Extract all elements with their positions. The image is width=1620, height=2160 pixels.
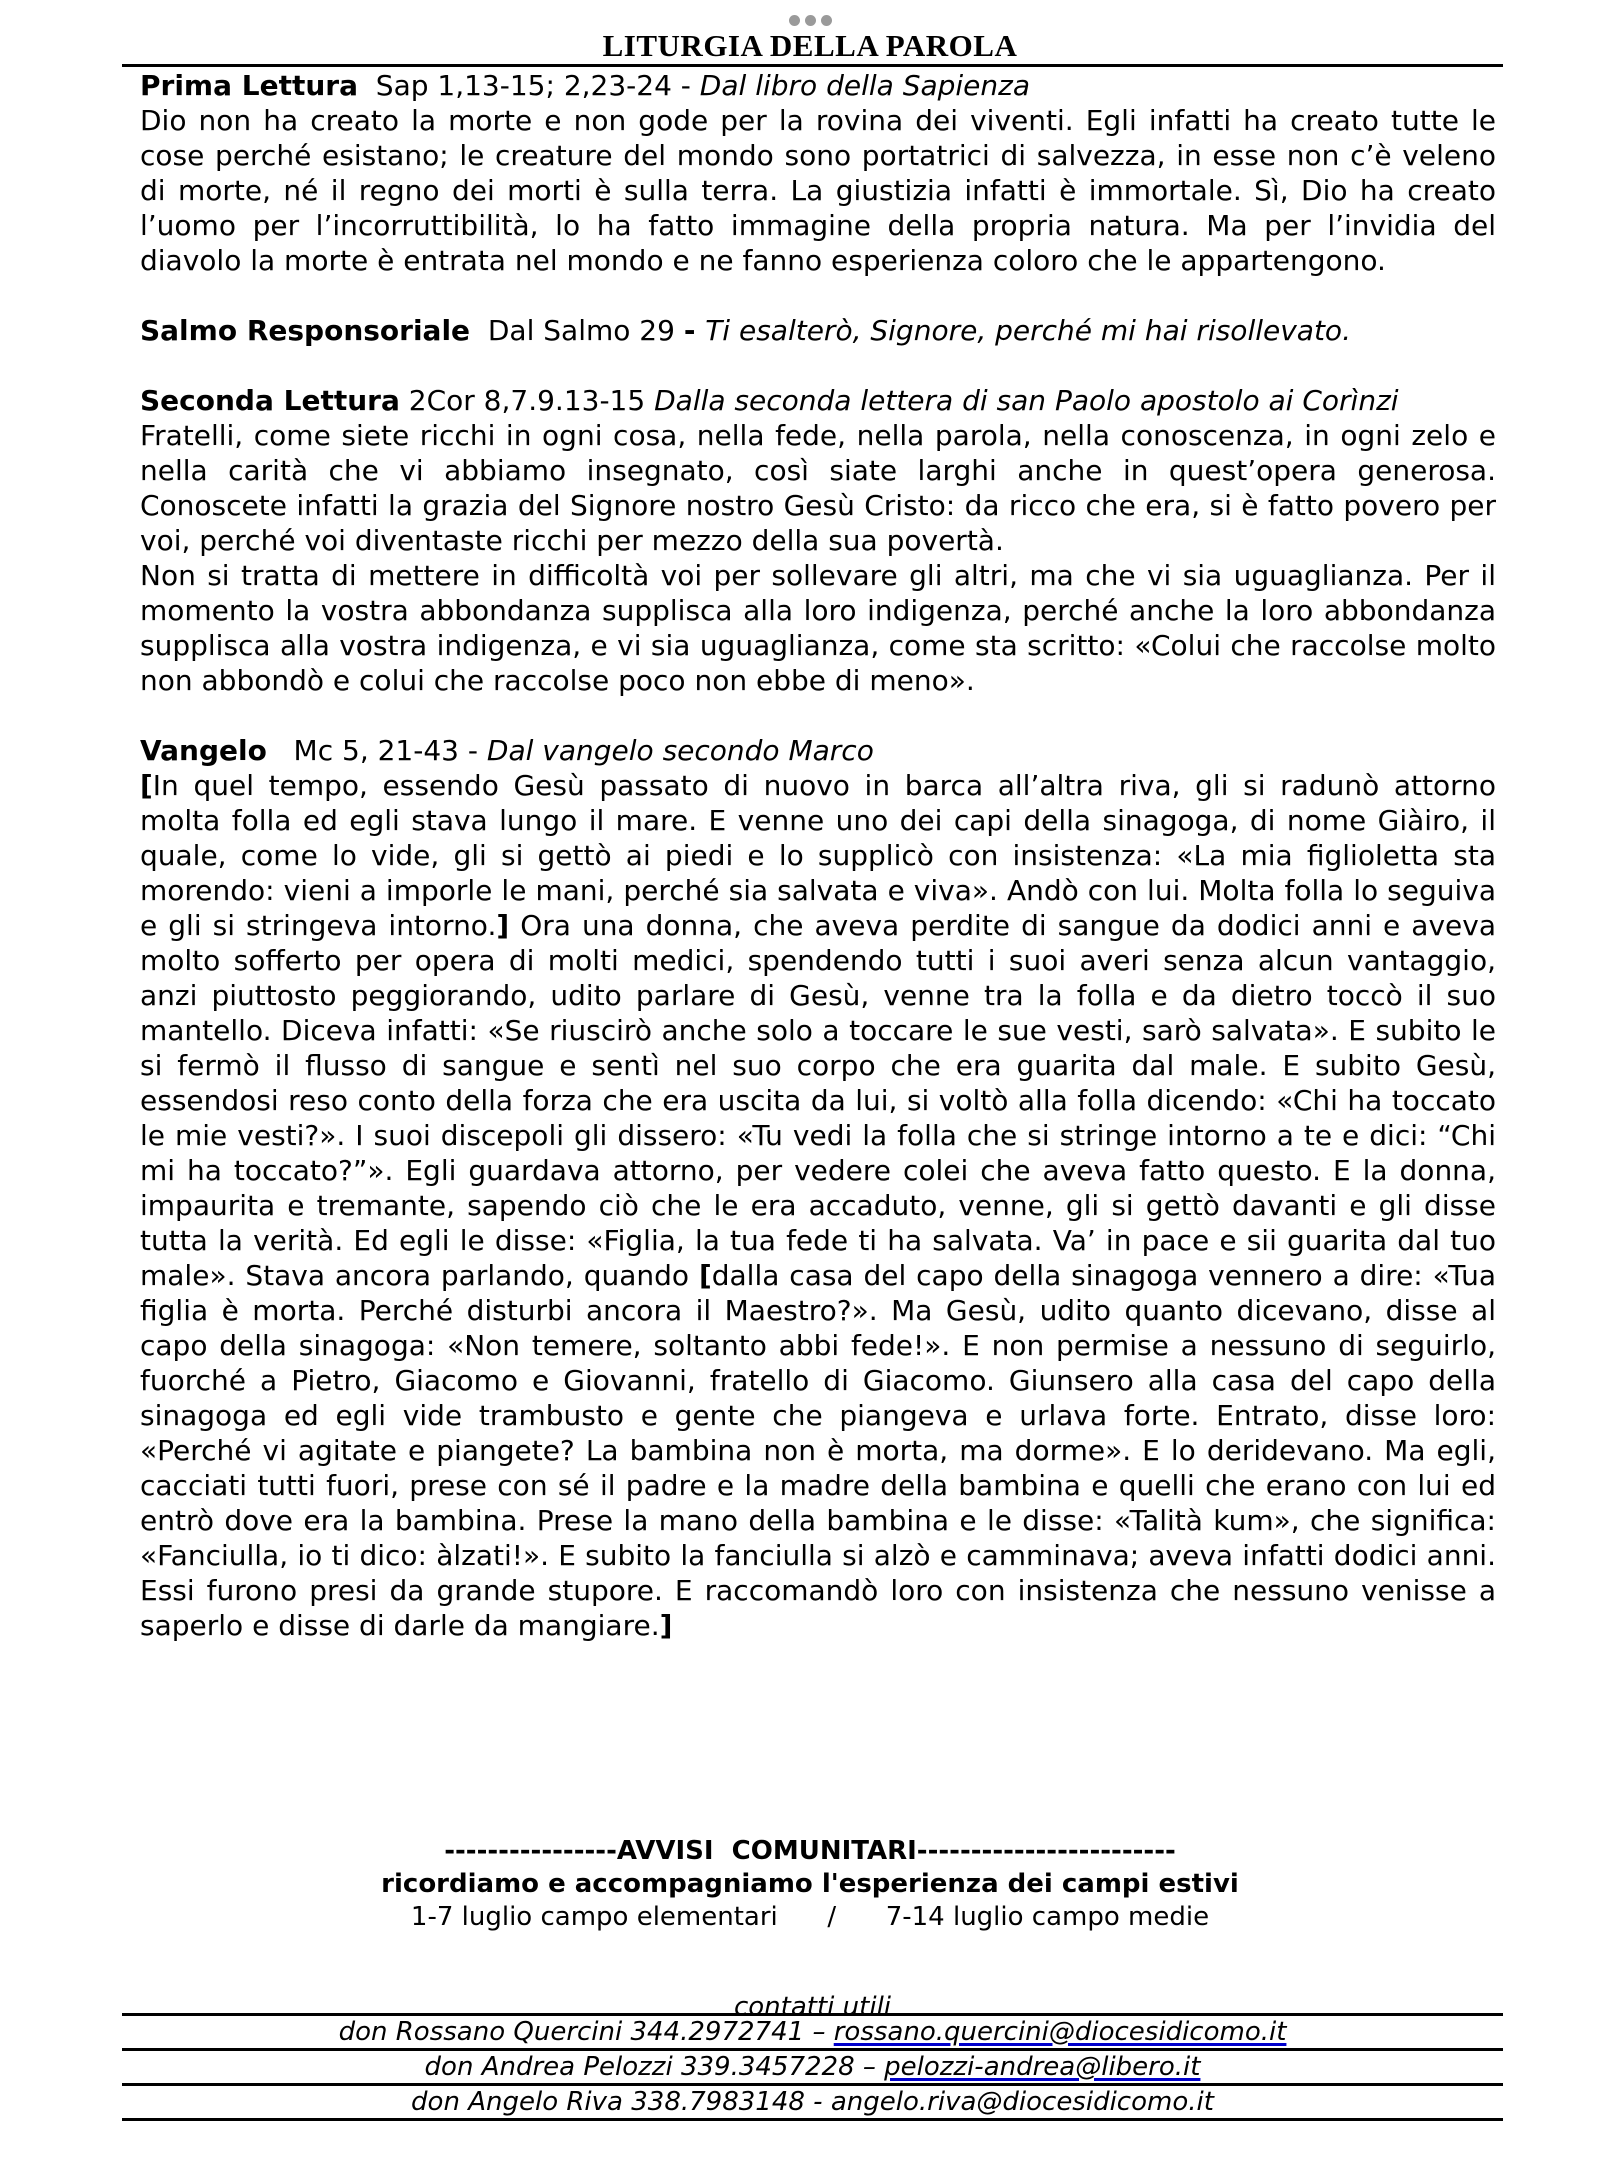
contact-info: don Angelo Riva 338.7983148 - (411, 2087, 831, 2117)
notices-camps: 1-7 luglio campo elementari / 7-14 luglio campo medie (410, 1902, 1210, 1932)
contact-info: don Andrea Pelozzi 339.3457228 – (424, 2052, 885, 2082)
psalm-label: Salmo Responsoriale (140, 314, 471, 347)
second-reading-label: Seconda Lettura (140, 384, 400, 417)
notices-title: ----------------AVVISI COMUNITARI------------------------ (444, 1836, 1176, 1866)
dot-icon (805, 15, 816, 26)
gospel-source: Dal vangelo secondo Marco (486, 734, 874, 767)
second-reading-source: Dalla seconda lettera di san Paolo apostolo ai Corìnzi (654, 384, 1399, 417)
gospel-text (140, 768, 1496, 1643)
gospel-label: Vangelo (140, 734, 267, 767)
first-reading-source: Dal libro della Sapienza (699, 69, 1030, 102)
second-reading-heading (140, 383, 1496, 418)
contact-email: angelo.riva@diocesidicomo.it (830, 2087, 1214, 2117)
gospel-text-a: In quel tempo, essendo Gesù passato di nuovo in barca all’altra riva, gli si radunò attorno molta folla ed egli stava lungo il mare. E venne uno dei capi della sinagoga, di nome Giàiro, il quale, come lo vide, gli si gettò ai piedi e lo supplicò con insistenza: «La mia figlioletta sta morendo: vieni a imporle le mani, perché sia salvata e viva». Andò con lui. Molta folla lo seguiva e gli si stringeva intorno. (140, 769, 1496, 942)
email-link[interactable]: rossano.quercini@diocesidicomo.it (833, 2017, 1287, 2047)
first-reading-ref: Sap 1,13-15; 2,23-24 - (375, 69, 700, 102)
bracket-open: [ (140, 769, 153, 802)
bracket-open: [ (698, 1259, 712, 1292)
psalm-dash: - (683, 314, 706, 347)
notices-subtitle: ricordiamo e accompagniamo l'esperienza dei campi estivi (381, 1869, 1239, 1899)
psalm-ref: Dal Salmo 29 (487, 314, 684, 347)
dot-icon (821, 15, 832, 26)
first-reading-label: Prima Lettura (140, 69, 358, 102)
contact-info: don Rossano Quercini 344.2972741 – (338, 2017, 834, 2047)
dot-icon (789, 15, 800, 26)
bracket-close: ] (659, 1609, 673, 1642)
second-reading-ref: 2Cor 8,7.9.13-15 (408, 384, 655, 417)
second-reading-text-1: Fratelli, come siete ricchi in ogni cosa, nella fede, nella parola, nella conoscenza, in ogni zelo e nella carità che vi abbiamo insegnato, così siate larghi anche in quest’opera generosa. Conoscete infatti la grazia del Signore nostro Gesù Cristo: da ricco che era, si è fatto povero per voi, perché voi diventaste ricchi per mezzo della sua povertà. (140, 419, 1496, 557)
gospel-text-b: Ora una donna, che aveva perdite di sangue da dodici anni e aveva molto sofferto per opera di molti medici, spendendo tutti i suoi averi senza alcun vantaggio, anzi piuttosto peggiorando, udito parlare di Gesù, venne tra la folla e da dietro toccò il suo mantello. Diceva infatti: «Se riuscirò anche solo a toccare le sue vesti, sarò salvata». E subito le si fermò il flusso di sangue e sentì nel suo corpo che era guarita dal male. E subito Gesù, essendosi reso conto della forza che era uscita da lui, si voltò alla folla dicendo: «Chi ha toccato le mie vesti?». I suoi discepoli gli dissero: «Tu vedi la folla che si stringe intorno a te e dici: “Chi mi ha toccato?”». Egli guardava attorno, per vedere colei che aveva fatto questo. E la donna, impaurita e tremante, sapendo ciò che le era accaduto, venne, gli si gettò davanti e gli disse tutta la verità. Ed egli le disse: «Figlia, la tua fede ti ha salvata. Va’ in pace e sii guarita dal tuo male». Stava ancora parlando, quando (140, 909, 1496, 1292)
header-divider (122, 64, 1503, 67)
three-dots-icon (0, 15, 1620, 26)
contacts-title: contatti utili (733, 1992, 892, 2022)
gospel-ref: Mc 5, 21-43 - (293, 734, 487, 767)
community-notices (0, 1835, 1620, 1934)
readings-section (140, 68, 1496, 1643)
email-link[interactable]: pelozzi-andrea@libero.it (884, 2052, 1201, 2082)
contact-row (122, 2083, 1503, 2121)
contact-row (122, 2048, 1503, 2083)
first-reading-text: Dio non ha creato la morte e non gode per la rovina dei viventi. Egli infatti ha creato tutte le cose perché esistano; le creature del mondo sono portatrici di salvezza, in esse non c’è veleno di morte, né il regno dei morti è sulla terra. La giustizia infatti è immortale. Sì, Dio ha creato l’uomo per l’incorruttibilità, lo ha fatto immagine della propria natura. Ma per l’invidia del diavolo la morte è entrata nel mondo e ne fanno esperienza coloro che le appartengono. (140, 104, 1496, 277)
second-reading-text-2: Non si tratta di mettere in difficoltà voi per sollevare gli altri, ma che vi sia uguaglianza. Per il momento la vostra abbondanza supplisca alla loro indigenza, perché anche la loro abbondanza supplisca alla vostra indigenza, e vi sia uguaglianza, come sta scritto: «Colui che raccolse molto non abbondò e colui che raccolse poco non ebbe di meno». (140, 559, 1496, 697)
psalm-response: Ti esalterò, Signore, perché mi hai risollevato. (705, 314, 1351, 347)
contacts-section (122, 1992, 1503, 2121)
gospel-heading (140, 733, 1496, 768)
gospel-text-c: dalla casa del capo della sinagoga vennero a dire: «Tua figlia è morta. Perché disturbi ancora il Maestro?». Ma Gesù, udito quanto dicevano, disse al capo della sinagoga: «Non temere, soltanto abbi fede!». E non permise a nessuno di seguirlo, fuorché a Pietro, Giacomo e Giovanni, fratello di Giacomo. Giunsero alla casa del capo della sinagoga ed egli vide trambusto e gente che piangeva e urlava forte. Entrato, disse loro: «Perché vi agitate e piangete? La bambina non è morta, ma dorme». E lo deridevano. Ma egli, cacciati tutti fuori, prese con sé il padre e la madre della bambina e quelli che erano con lui ed entrò dove era la bambina. Prese la mano della bambina e le disse: «Talità kum», che significa: «Fanciulla, io ti dico: àlzati!». E subito la fanciulla si alzò e camminava; aveva infatti dodici anni. Essi furono presi da grande stupore. E raccomandò loro con insistenza che nessuno venisse a saperlo e disse di darle da mangiare. (140, 1259, 1496, 1642)
bracket-close: ] (496, 909, 510, 942)
page-title: LITURGIA DELLA PAROLA (602, 28, 1018, 63)
psalm-heading (140, 313, 1496, 348)
contact-row (122, 2013, 1503, 2048)
first-reading-heading (140, 68, 1496, 103)
